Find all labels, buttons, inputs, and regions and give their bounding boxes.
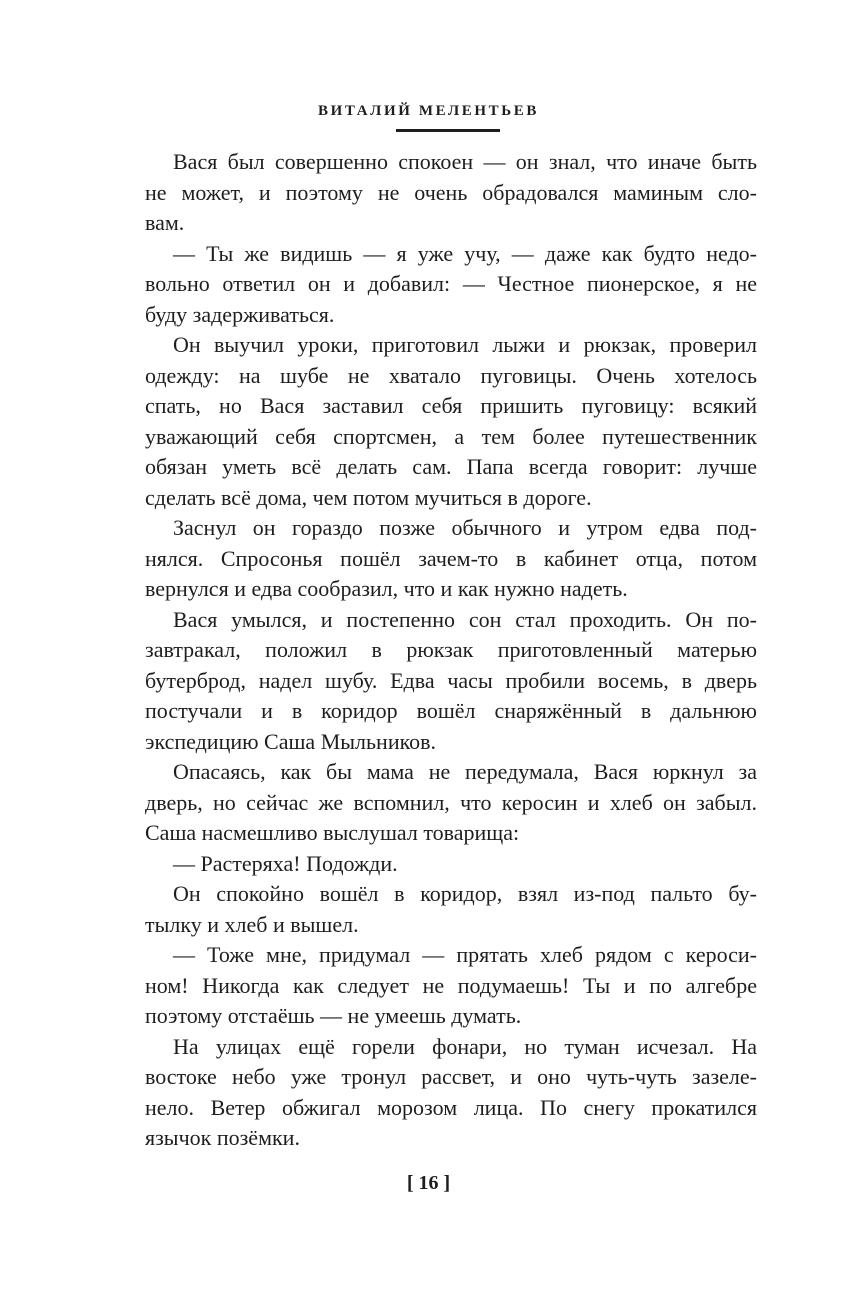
text-line: — Растеряха! Подожди.	[173, 850, 398, 876]
text-line: вам.	[145, 210, 185, 235]
running-head-rule	[396, 129, 500, 132]
paragraph	[145, 147, 757, 239]
text-line: завтракал, положил в рюкзак приготовленный матерью	[145, 637, 757, 662]
paragraph	[145, 940, 757, 1032]
body-text	[145, 147, 757, 1154]
running-head-author: ВИТАЛИЙ МЕЛЕНТЬЕВ	[318, 103, 539, 119]
text-line: поэтому отстаёшь — не умеешь думать.	[145, 1003, 522, 1028]
text-line: Опасаясь, как бы мама не передумала, Вася юркнул за	[173, 759, 757, 784]
text-line: уважающий себя спортсмен, а тем более путешественник	[145, 423, 757, 449]
text-line: буду задерживаться.	[145, 301, 335, 327]
text-line: Саша насмешливо выслушал товарища:	[145, 820, 520, 845]
text-line: не может, и поэтому не очень обрадовался маминым сло-	[145, 179, 757, 205]
paragraph	[145, 239, 757, 331]
text-line: нялся. Спросонья пошёл зачем-то в кабинет отца, потом	[145, 545, 757, 571]
text-line: бутерброд, надел шубу. Едва часы пробили восемь, в дверь	[145, 667, 757, 693]
page-number: [ 16 ]	[406, 1172, 451, 1194]
text-line: одежду: на шубе не хватало пуговицы. Очень хотелось	[145, 362, 757, 388]
text-line: сделать всё дома, чем потом мучиться в дороге.	[145, 484, 592, 510]
text-line: востоке небо уже тронул рассвет, и оно чуть-чуть зазеле-	[145, 1064, 757, 1089]
text-line: На улицах ещё горели фонари, но туман исчезал. На	[173, 1033, 757, 1059]
paragraph	[145, 605, 757, 758]
text-line: — Тоже мне, придумал — прятать хлеб рядом с кероси-	[173, 942, 757, 967]
paragraph	[145, 330, 757, 513]
paragraph	[145, 513, 757, 605]
text-line: дверь, но сейчас же вспомнил, что керосин и хлеб он забыл.	[145, 789, 757, 815]
text-line: тылку и хлеб и вышел.	[145, 911, 359, 937]
text-line: язычок позёмки.	[145, 1125, 300, 1150]
text-line: Он спокойно вошёл в коридор, взял из-под пальто бу-	[173, 881, 757, 906]
text-line: нело. Ветер обжигал морозом лица. По снегу прокатился	[145, 1094, 757, 1120]
paragraph	[145, 849, 757, 880]
text-line: Заснул он гораздо позже обычного и утром едва под-	[173, 515, 757, 540]
text-line: — Ты же видишь — я уже учу, — даже как будто недо-	[173, 240, 757, 266]
text-line: спать, но Вася заставил себя пришить пуговицу: всякий	[145, 393, 757, 418]
text-line: экспедицию Саша Мыльников.	[145, 728, 437, 754]
text-line: Вася умылся, и постепенно сон стал проходить. Он по-	[173, 606, 757, 632]
paragraph	[145, 879, 757, 940]
text-line: вольно ответил он и добавил: — Честное пионерское, я не	[145, 271, 757, 296]
text-line: Вася был совершенно спокоен — он знал, что иначе быть	[173, 149, 757, 174]
text-line: вернулся и едва сообразил, что и как нужно надеть.	[145, 576, 628, 601]
text-line: Он выучил уроки, приготовил лыжи и рюкзак, проверил	[173, 332, 757, 357]
paragraph	[145, 757, 757, 849]
text-line: постучали и в коридор вошёл снаряжённый в дальнюю	[145, 698, 757, 723]
paragraph	[145, 1032, 757, 1154]
text-line: обязан уметь всё делать сам. Папа всегда говорит: лучше	[145, 454, 757, 479]
text-line: ном! Никогда как следует не подумаешь! Ты и по алгебре	[145, 972, 757, 998]
